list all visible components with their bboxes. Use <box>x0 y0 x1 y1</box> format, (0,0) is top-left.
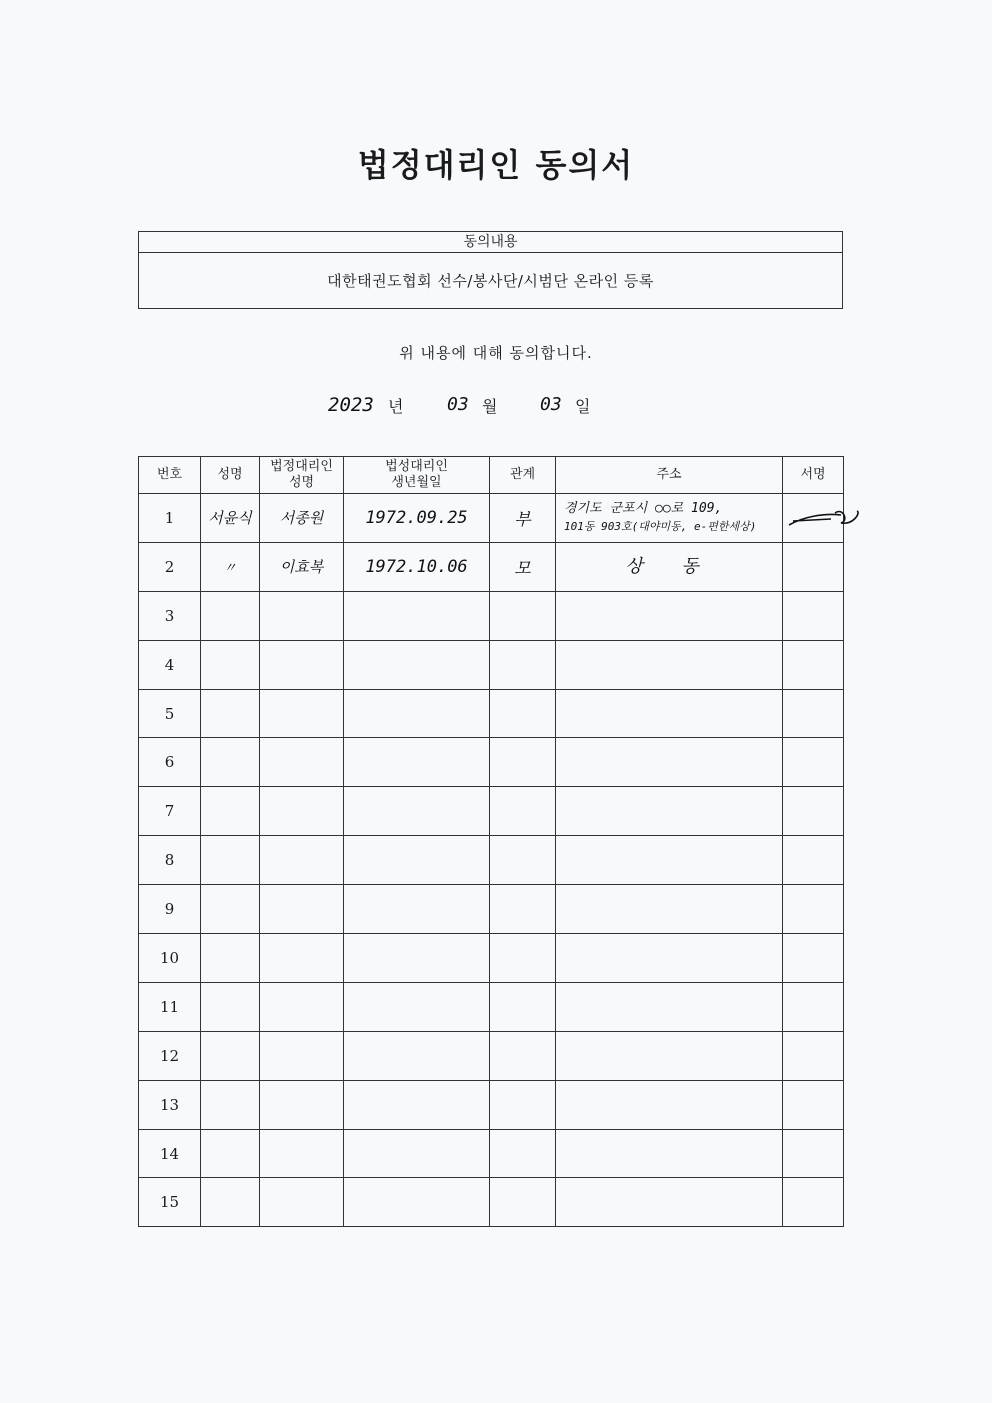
row-number: 6 <box>139 738 201 787</box>
guardian-birthdate: 1972.09.25 <box>344 494 490 543</box>
guardian-birthdate <box>344 689 490 738</box>
guardian-name <box>260 738 344 787</box>
guardian-birthdate <box>344 1178 490 1227</box>
address <box>556 591 783 640</box>
guardian-name <box>260 787 344 836</box>
signature-cell <box>783 1080 844 1129</box>
row-number: 14 <box>139 1129 201 1178</box>
table-row <box>139 640 844 689</box>
relation: 부 <box>490 494 556 543</box>
guardian-name <box>260 1178 344 1227</box>
address-line1: 경기도 군포시 ○○로 109, <box>564 500 723 516</box>
signature-cell <box>783 738 844 787</box>
table-row <box>139 885 844 934</box>
row-number: 4 <box>139 640 201 689</box>
col-header-guardian-name-line2: 성명 <box>288 475 315 490</box>
guardian-birthdate <box>344 640 490 689</box>
address-line1: 상 동 <box>625 555 713 577</box>
participant-name <box>201 689 260 738</box>
guardian-name <box>260 934 344 983</box>
row-number: 15 <box>139 1178 201 1227</box>
signature-cell <box>783 982 844 1031</box>
guardian-birthdate <box>344 836 490 885</box>
table-row <box>139 591 844 640</box>
date-day-unit: 일 <box>575 397 591 416</box>
guardian-name: 서종원 <box>260 494 344 543</box>
relation <box>490 1031 556 1080</box>
address <box>556 542 783 591</box>
guardian-name <box>260 591 344 640</box>
date-day: 03 <box>540 394 562 415</box>
signature-cell <box>783 836 844 885</box>
signature-cell <box>783 689 844 738</box>
signature-cell <box>783 1178 844 1227</box>
date-month-unit: 월 <box>482 397 498 416</box>
table-row <box>139 934 844 983</box>
relation <box>490 836 556 885</box>
address <box>556 836 783 885</box>
signature-cell <box>783 640 844 689</box>
guardian-name <box>260 1129 344 1178</box>
guardian-name <box>260 836 344 885</box>
row-number: 5 <box>139 689 201 738</box>
address <box>556 1031 783 1080</box>
relation <box>490 1129 556 1178</box>
table-header-row <box>139 457 844 494</box>
col-header-guardian-name-line1: 법정대리인 <box>270 459 333 474</box>
col-header-signature: 서명 <box>783 457 844 494</box>
participant-name <box>201 1031 260 1080</box>
relation <box>490 934 556 983</box>
row-number: 13 <box>139 1080 201 1129</box>
relation <box>490 787 556 836</box>
participant-name <box>201 787 260 836</box>
relation <box>490 885 556 934</box>
guardian-birthdate <box>344 1129 490 1178</box>
signature-cell <box>783 1129 844 1178</box>
participant-name: 서윤식 <box>201 494 260 543</box>
row-number: 12 <box>139 1031 201 1080</box>
address <box>556 982 783 1031</box>
address <box>556 1129 783 1178</box>
address-line2: 101동 903호(대야미동, e-편한세상) <box>564 519 757 533</box>
guardian-birthdate <box>344 1080 490 1129</box>
col-header-no: 번호 <box>139 457 201 494</box>
table-row <box>139 1129 844 1178</box>
address <box>556 738 783 787</box>
signature-cell <box>783 934 844 983</box>
address <box>556 1178 783 1227</box>
date-year-unit: 년 <box>388 397 404 416</box>
table-row <box>139 494 844 543</box>
consent-header: 동의내용 <box>139 232 842 253</box>
row-number: 1 <box>139 494 201 543</box>
col-header-relation: 관계 <box>490 457 556 494</box>
guardian-name: 이효복 <box>260 542 344 591</box>
row-number: 7 <box>139 787 201 836</box>
guardian-name <box>260 689 344 738</box>
table-row <box>139 1178 844 1227</box>
participant-name <box>201 1080 260 1129</box>
col-header-guardian-birth <box>344 457 490 494</box>
participant-name <box>201 885 260 934</box>
participant-name <box>201 934 260 983</box>
participant-name: 〃 <box>201 542 260 591</box>
signature-cell <box>783 1031 844 1080</box>
consent-content: 대한태권도협회 선수/봉사단/시범단 온라인 등록 <box>327 272 654 290</box>
table-row <box>139 542 844 591</box>
address <box>556 934 783 983</box>
address <box>556 494 783 543</box>
relation <box>490 640 556 689</box>
guardian-birthdate <box>344 885 490 934</box>
guardian-birthdate <box>344 738 490 787</box>
address <box>556 787 783 836</box>
relation <box>490 591 556 640</box>
row-number: 3 <box>139 591 201 640</box>
guardian-birthdate <box>344 591 490 640</box>
participant-name <box>201 591 260 640</box>
guardian-birthdate <box>344 1031 490 1080</box>
guardian-table <box>138 456 844 1227</box>
address <box>556 640 783 689</box>
col-header-guardian-birth-line2: 생년월일 <box>391 475 442 490</box>
participant-name <box>201 1129 260 1178</box>
col-header-name: 성명 <box>201 457 260 494</box>
participant-name <box>201 836 260 885</box>
guardian-name <box>260 1031 344 1080</box>
page-title: 법정대리인 동의서 <box>357 146 635 184</box>
participant-name <box>201 738 260 787</box>
table-row <box>139 982 844 1031</box>
guardian-birthdate <box>344 787 490 836</box>
guardian-birthdate <box>344 982 490 1031</box>
address <box>556 689 783 738</box>
participant-name <box>201 640 260 689</box>
signature-cell <box>783 787 844 836</box>
guardian-name <box>260 885 344 934</box>
row-number: 8 <box>139 836 201 885</box>
relation <box>490 982 556 1031</box>
handwritten-signature-icon <box>783 503 863 533</box>
table-row <box>139 738 844 787</box>
row-number: 10 <box>139 934 201 983</box>
table-row <box>139 1080 844 1129</box>
signature-cell <box>783 542 844 591</box>
signature-cell <box>783 494 844 543</box>
address <box>556 1080 783 1129</box>
participant-name <box>201 982 260 1031</box>
table-row <box>139 836 844 885</box>
col-header-guardian-name <box>260 457 344 494</box>
consent-box <box>138 231 843 309</box>
guardian-birthdate <box>344 934 490 983</box>
row-number: 2 <box>139 542 201 591</box>
table-row <box>139 1031 844 1080</box>
date-month: 03 <box>447 394 469 415</box>
guardian-name <box>260 982 344 1031</box>
col-header-address: 주소 <box>556 457 783 494</box>
guardian-birthdate: 1972.10.06 <box>344 542 490 591</box>
relation: 모 <box>490 542 556 591</box>
row-number: 9 <box>139 885 201 934</box>
participant-name <box>201 1178 260 1227</box>
relation <box>490 1178 556 1227</box>
signature-cell <box>783 591 844 640</box>
table-row <box>139 689 844 738</box>
guardian-name <box>260 1080 344 1129</box>
table-row <box>139 787 844 836</box>
relation <box>490 738 556 787</box>
agreement-statement: 위 내용에 대해 동의합니다. <box>399 344 593 362</box>
date-year: 2023 <box>328 394 374 416</box>
signature-cell <box>783 885 844 934</box>
row-number: 11 <box>139 982 201 1031</box>
address <box>556 885 783 934</box>
col-header-guardian-birth-line1: 법성대리인 <box>385 459 448 474</box>
guardian-name <box>260 640 344 689</box>
relation <box>490 1080 556 1129</box>
relation <box>490 689 556 738</box>
